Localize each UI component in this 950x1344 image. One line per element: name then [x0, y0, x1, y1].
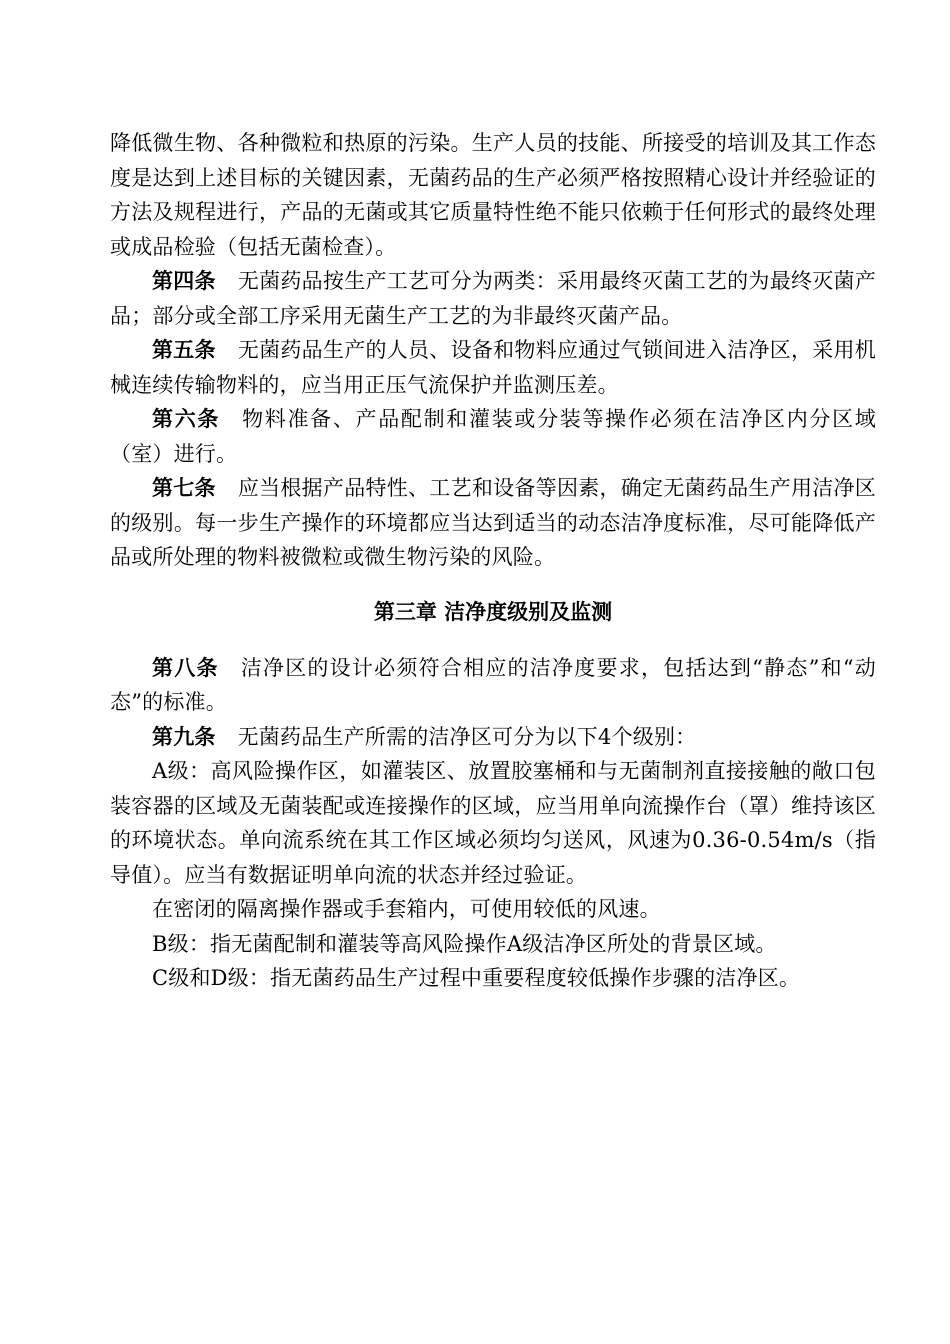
article-4: [110, 264, 876, 333]
article-title: 第四条: [152, 268, 216, 293]
article-6: [110, 402, 876, 471]
grade-cd-paragraph: [110, 961, 876, 996]
isolator-paragraph: [110, 892, 876, 927]
grade-b-paragraph: [110, 927, 876, 962]
article-text: 无菌药品生产的人员、设备和物料应通过气锁间进入洁净区，采用机械连续传输物料的，应当用正压气流保护并监测压差。: [110, 338, 876, 397]
chapter-heading: 第三章 洁净度级别及监测: [373, 598, 613, 624]
paragraph-text: 在密闭的隔离操作器或手套箱内，可使用较低的风速。: [152, 897, 661, 921]
article-7: [110, 471, 876, 575]
article-title: 第五条: [152, 337, 216, 362]
article-text: 洁净区的设计必须符合相应的洁净度要求，包括达到“静态”和“动态”的标准。: [110, 655, 876, 714]
paragraph-continued: [110, 126, 876, 264]
article-text: 物料准备、产品配制和灌装或分装等操作必须在洁净区内分区域（室）进行。: [110, 407, 876, 466]
document-page: [110, 126, 876, 996]
paragraph-text: C级和D级：指无菌药品生产过程中重要程度较低操作步骤的洁净区。: [152, 966, 801, 990]
article-5: [110, 333, 876, 402]
paragraph-text: 降低微生物、各种微粒和热原的污染。生产人员的技能、所接受的培训及其工作态度是达到上述目标的关键因素，无菌药品的生产必须严格按照精心设计并经验证的方法及规程进行，产品的无菌或其它质量特性绝不能只依赖于任何形式的最终处理或成品检验（包括无菌检查）。: [110, 131, 876, 259]
paragraph-text: B级：指无菌配制和灌装等高风险操作A级洁净区所处的背景区域。: [152, 931, 777, 956]
article-8: [110, 651, 876, 720]
article-text: 无菌药品按生产工艺可分为两类：采用最终灭菌工艺的为最终灭菌产品；部分或全部工序采用无菌生产工艺的为非最终灭菌产品。: [110, 269, 876, 328]
article-text: 无菌药品生产所需的洁净区可分为以下4个级别：: [237, 724, 697, 749]
article-9: [110, 720, 876, 755]
article-title: 第六条: [152, 406, 221, 431]
article-title: 第七条: [152, 475, 216, 500]
grade-a-paragraph: [110, 754, 876, 892]
article-title: 第八条: [152, 654, 219, 680]
paragraph-text: A级：高风险操作区，如灌装区、放置胶塞桶和与无菌制剂直接接触的敞口包装容器的区域及无菌装配或连接操作的区域，应当用单向流操作台（罩）维持该区的环境状态。单向流系统在其工作区域必须均匀送风，风速为0.36-0.54m/s（指导值）。应当有数据证明单向流的状态并经过验证。: [110, 759, 876, 887]
article-title: 第九条: [152, 723, 216, 749]
article-text: 应当根据产品特性、工艺和设备等因素，确定无菌药品生产用洁净区的级别。每一步生产操作的环境都应当达到适当的动态洁净度标准，尽可能降低产品或所处理的物料被微粒或微生物污染的风险。: [110, 476, 876, 569]
